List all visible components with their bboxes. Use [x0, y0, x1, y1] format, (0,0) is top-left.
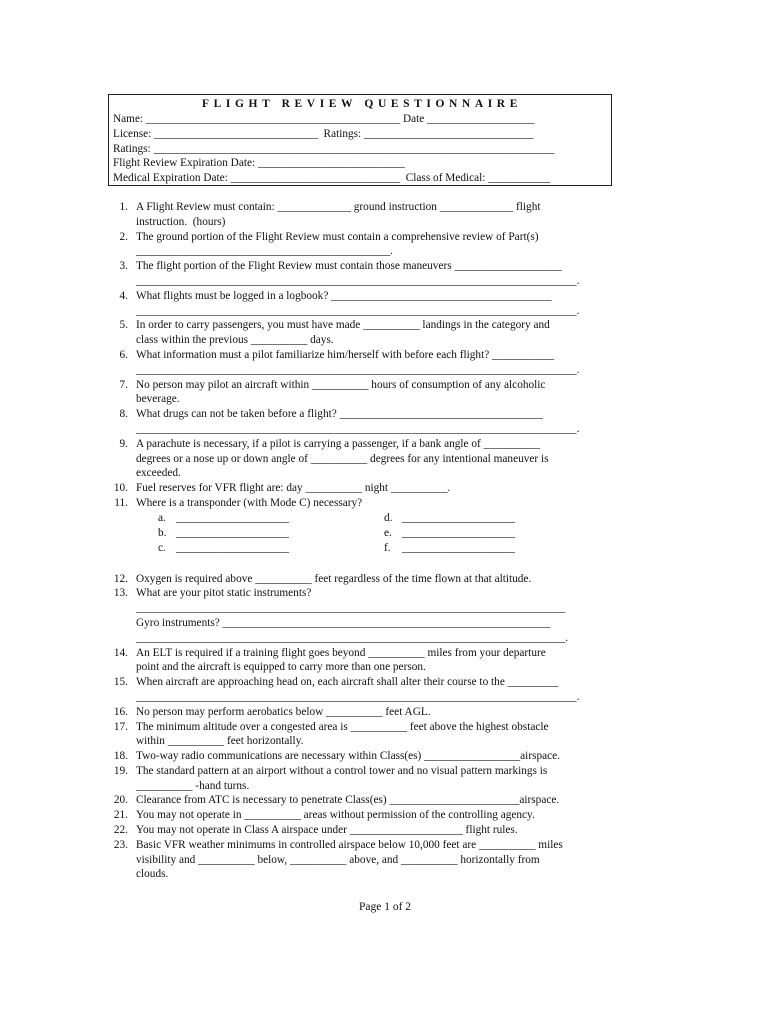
question-number: 10.: [113, 482, 128, 495]
question-item: [108, 230, 618, 260]
question-text-line: An ELT is required if a training flight goes beyond __________ miles from your departure: [136, 646, 546, 659]
question-text-line: No person may pilot an aircraft within __________ hours of consumption of any alcoholic: [136, 378, 546, 391]
question-number: 21.: [113, 809, 128, 822]
question-text-line: __________ -hand turns.: [136, 779, 250, 792]
question-item: [108, 289, 618, 319]
question-text-line: beverage.: [136, 393, 180, 406]
question-text-line: Fuel reserves for VFR flight are: day __________ night __________.: [136, 482, 451, 495]
pilot-info-box: [108, 94, 612, 186]
question-text-line: In order to carry passengers, you must have made __________ landings in the category and: [136, 319, 550, 332]
question-text-line: Gyro instruments? __________________________________________________________: [136, 616, 551, 629]
question-item: [108, 705, 618, 720]
question-text-line: Two-way radio communications are necessary within Class(es) _________________airspace.: [136, 750, 560, 763]
question-text-line: _____________________________________________.: [136, 245, 394, 258]
question-text-line: The standard pattern at an airport without a control tower and no visual pattern markings is: [136, 764, 548, 777]
question-item: [108, 348, 618, 378]
question-number: 20.: [113, 794, 128, 807]
question-text-line: within __________ feet horizontally.: [136, 735, 304, 748]
question-text-line: ____________________________________________________________________________: [136, 602, 566, 615]
question-item: [108, 646, 618, 676]
flight-review-expiration-line: Flight Review Expiration Date: __________________________: [113, 157, 405, 170]
question-item: [108, 808, 618, 823]
question-text-line: visibility and __________ below, __________ above, and __________ horizontally from: [136, 853, 540, 866]
question-item: [108, 793, 618, 808]
question-number: 13.: [113, 587, 128, 600]
question-text-line: ______________________________________________________________________________.: [136, 363, 580, 376]
question-text-line: class within the previous __________ days.: [136, 334, 334, 347]
question-number: 14.: [113, 646, 128, 659]
question-number: 18.: [113, 750, 128, 763]
question-text-line: What information must a pilot familiarize him/herself with before each flight? ___________: [136, 348, 555, 361]
question-item: [108, 675, 618, 705]
question-text-line: ______________________________________________________________________________.: [136, 422, 580, 435]
question-text-line: What flights must be logged in a logbook? _______________________________________: [136, 289, 552, 302]
question-item: [108, 437, 618, 481]
question-item: [108, 259, 618, 289]
question-item: [108, 318, 618, 348]
question-item: [108, 200, 618, 230]
question-item: [108, 764, 618, 794]
question-text-line: Oxygen is required above __________ feet regardless of the time flown at that altitude.: [136, 572, 532, 585]
question-number: 1.: [119, 201, 128, 213]
question-list: [108, 200, 618, 882]
question-text-line: You may not operate in __________ areas without permission of the controlling agency.: [136, 809, 535, 822]
question-item: [108, 572, 618, 587]
option-blank: ____________________: [176, 511, 289, 524]
question-text-line: The ground portion of the Flight Review must contain a comprehensive review of Part(s): [136, 230, 539, 243]
question-text-line: The minimum altitude over a congested area is __________ feet above the highest obstacle: [136, 720, 549, 733]
question-text-line: exceeded.: [136, 467, 181, 480]
question-number: 15.: [113, 676, 128, 689]
question-item: [108, 720, 618, 750]
question-text-line: When aircraft are approaching head on, each aircraft shall alter their course to the _________: [136, 676, 559, 689]
question-number: 7.: [119, 378, 128, 391]
question-text-line: ______________________________________________________________________________.: [136, 304, 580, 317]
question-text-line: clouds.: [136, 868, 169, 881]
question-text-line: You may not operate in Class A airspace under ____________________ flight rules.: [136, 824, 518, 837]
license-ratings-line: License: _____________________________ Ratings: ______________________________: [113, 127, 534, 140]
question-item: [108, 496, 618, 511]
question-text-line: What drugs can not be taken before a flight? ____________________________________: [136, 408, 543, 421]
question-number: 6.: [119, 348, 128, 361]
question-text-line: No person may perform aerobatics below __________ feet AGL.: [136, 705, 431, 718]
question-item: [108, 823, 618, 838]
question-number: 23.: [113, 838, 128, 851]
question-text-line: point and the aircraft is equipped to carry more than one person.: [136, 661, 426, 674]
question-text-line: Basic VFR weather minimums in controlled airspace below 10,000 feet are __________ miles: [136, 838, 563, 851]
option-letter: a.: [158, 511, 166, 524]
form-title: FLIGHT REVIEW QUESTIONNAIRE: [202, 98, 522, 110]
question-text-line: Clearance from ATC is necessary to penetrate Class(es) _______________________airspace.: [136, 794, 560, 807]
question-text-line: A parachute is necessary, if a pilot is carrying a passenger, if a bank angle of __________: [136, 437, 541, 450]
option-blank: ____________________: [402, 511, 515, 524]
question-text-line: instruction. (hours): [136, 215, 226, 228]
ratings-line: Ratings: _______________________________________________________________________: [113, 142, 555, 155]
question-number: 11.: [114, 496, 128, 509]
option-letter: e.: [384, 526, 392, 539]
question-text-line: Where is a transponder (with Mode C) necessary?: [136, 496, 363, 509]
question-number: 2.: [119, 230, 128, 243]
question-text-line: ____________________________________________________________________________.: [136, 631, 569, 644]
question-number: 22.: [113, 824, 128, 837]
option-blank: ____________________: [402, 526, 515, 539]
spacer: [108, 557, 618, 572]
option-blank: ____________________: [176, 541, 289, 554]
question-number: 3.: [119, 260, 128, 273]
question-item: [108, 749, 618, 764]
question-item: [108, 481, 618, 496]
question-number: 9.: [119, 437, 128, 450]
question-number: 5.: [119, 319, 128, 332]
question-number: 12.: [113, 572, 128, 585]
question-number: 4.: [119, 289, 128, 302]
question-item: [108, 838, 618, 882]
question-item: [108, 586, 618, 645]
name-date-line: Name: _____________________________________________ Date ___________________: [113, 113, 535, 125]
transponder-options: [136, 511, 618, 557]
question-text-line: ______________________________________________________________________________.: [136, 274, 580, 287]
question-text-line: ______________________________________________________________________________.: [136, 690, 580, 703]
option-letter: d.: [384, 511, 393, 524]
question-number: 8.: [119, 408, 128, 421]
question-text-line: What are your pitot static instruments?: [136, 587, 312, 600]
option-blank: ____________________: [402, 541, 515, 554]
question-item: [108, 407, 618, 437]
option-letter: c.: [158, 541, 166, 554]
question-item: [108, 378, 618, 408]
question-number: 16.: [113, 705, 128, 718]
question-number: 19.: [113, 764, 128, 777]
question-text-line: A Flight Review must contain: _____________ ground instruction _____________ flight: [136, 201, 541, 213]
page-number: Page 1 of 2: [358, 901, 412, 913]
option-letter: b.: [158, 526, 167, 539]
question-text-line: The flight portion of the Flight Review must contain those maneuvers ___________________: [136, 260, 562, 273]
question-number: 17.: [113, 720, 128, 733]
medical-expiration-line: Medical Expiration Date: ______________________________ Class of Medical: ___________: [113, 172, 551, 185]
option-letter: f.: [384, 541, 391, 554]
option-blank: ____________________: [176, 526, 289, 539]
question-text-line: degrees or a nose up or down angle of __________ degrees for any intentional maneuver is: [136, 452, 549, 465]
